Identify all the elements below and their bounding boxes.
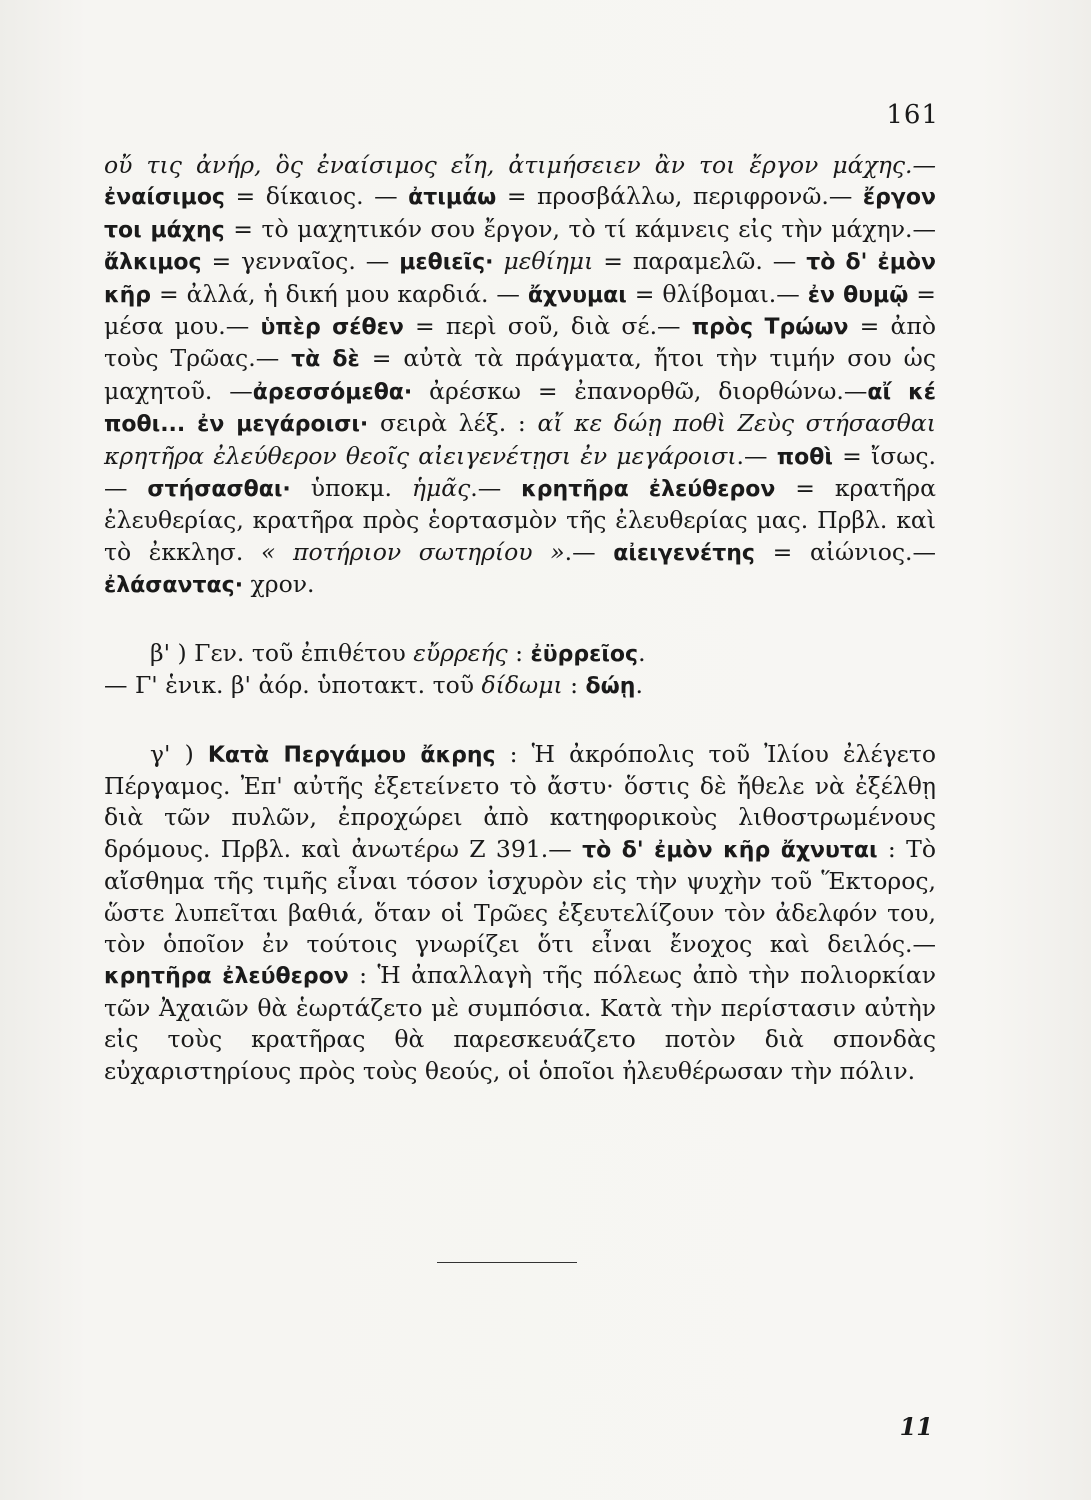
lemma-term: αἰειγενέτης bbox=[613, 540, 755, 566]
quoted-text: ἡμᾶς bbox=[411, 474, 471, 503]
lemma-term: Κατὰ Περγάμου ἄκρης bbox=[207, 742, 496, 768]
gloss-text: : bbox=[562, 671, 586, 700]
gloss-text: : Ἡ ἀκρόπολις τοῦ Ἰλίου ἐλέγετο Πέργαμος. Ἐπ' αὐτῆς ἐξετείνετο τὸ ἄστυ· ὅστις δὲ ἤθελε νὰ ἐξέλθῃ διὰ τῶν πυλῶν, ἐπροχώρει ἀπὸ κατηφορικοὺς λιθοστρωμένους δρόμους. Πρβλ. καὶ ἀνωτέρω Ζ 391.— bbox=[104, 739, 936, 863]
lemma-term: ἄχνυμαι bbox=[527, 282, 627, 308]
lemma-term: αἴ κέ ποθι... ἐν μεγάροισι· bbox=[104, 379, 936, 438]
gloss-text: = γενναῖος. — bbox=[201, 247, 400, 276]
lemma-term: ἐναίσιμος bbox=[104, 185, 225, 211]
paragraph-note-c bbox=[104, 739, 936, 1087]
lemma-term: ἄλκιμος bbox=[104, 250, 202, 276]
lemma-term: ποθὶ bbox=[776, 444, 833, 470]
lemma-term: στήσασθαι· bbox=[147, 477, 291, 503]
gloss-text: = ἴσως. — bbox=[104, 441, 936, 503]
lemma-term: τὸ δ' ἐμὸν κῆρ bbox=[104, 250, 936, 308]
gloss-text: = ἀπὸ τοὺς Τρῶας.— bbox=[104, 312, 936, 373]
gloss-text: — Γ' ἑνικ. β' ἀόρ. ὑποτακτ. τοῦ bbox=[104, 671, 482, 700]
gloss-text: : bbox=[507, 638, 531, 667]
lemma-term: ἔργον τοι μάχης bbox=[104, 185, 936, 243]
gloss-text: .— bbox=[564, 537, 614, 566]
lemma-term: τὰ δὲ bbox=[291, 347, 360, 373]
lemma-term: τὸ δ' ἐμὸν κῆρ ἄχνυται bbox=[582, 837, 878, 863]
gloss-text: σειρὰ λέξ. : bbox=[368, 409, 538, 438]
gloss-text: = ἀλλά, ἡ δική μου καρδιά. — bbox=[151, 279, 528, 308]
paragraph-note-b bbox=[104, 638, 936, 670]
footnote-divider bbox=[437, 1262, 577, 1263]
gloss-text: = δίκαιος. — bbox=[224, 182, 409, 211]
gloss-text: ὑποκμ. bbox=[290, 474, 412, 503]
gloss-text: γ' ) bbox=[150, 739, 208, 768]
lemma-term: δώῃ bbox=[585, 674, 636, 700]
quoted-text: εὔρρεής bbox=[413, 638, 508, 667]
gloss-text: = αἰώνιος.— bbox=[754, 537, 936, 566]
quoted-text: μεθίημι bbox=[503, 247, 594, 276]
page-number: 161 bbox=[886, 100, 939, 130]
lemma-term: πρὸς Τρώων bbox=[691, 315, 849, 341]
gloss-text: = κρατῆρα ἐλευθερίας, κρατῆρα πρὸς ἑορτασμὸν τῆς ἐλευθερίας μας. Πρβλ. καὶ τὸ ἐκκλησ. bbox=[104, 474, 936, 566]
paragraph-note-b-cont bbox=[104, 670, 936, 702]
gloss-text: = περὶ σοῦ, διὰ σέ.— bbox=[403, 312, 692, 341]
gloss-text: .— bbox=[470, 474, 522, 503]
gloss-text: ἀρέσκω = ἐπανορθῶ, διορθώνω.— bbox=[412, 376, 868, 405]
lemma-term: κρητῆρα ἐλεύθερον bbox=[521, 477, 776, 503]
gloss-text: = θλίβομαι.— bbox=[626, 279, 808, 308]
lemma-term: ὑπὲρ σέθεν bbox=[260, 315, 404, 341]
quoted-text: αἴ κε δώῃ ποθὶ Ζεὺς στήσασθαι κρητῆρα ἐλεύθερον θεοῖς αἰειγενέτῃσι ἐν μεγάροισι bbox=[104, 409, 936, 470]
gloss-text: = μέσα μου.— bbox=[104, 279, 936, 341]
gloss-text: = προσβάλλω, περιφρονῶ.— bbox=[496, 182, 863, 211]
gloss-text: . bbox=[638, 638, 646, 667]
gloss-text: = τὸ μαχητικόν σου ἔργον, τὸ τί κάμνεις εἰς τὴν μάχην.— bbox=[224, 214, 936, 243]
gloss-text: .— bbox=[736, 441, 777, 470]
lemma-term: μεθιεῖς· bbox=[399, 250, 494, 276]
gloss-text: = παραμελῶ. — bbox=[593, 247, 807, 276]
gloss-text: β' ) Γεν. τοῦ ἐπιθέτου bbox=[150, 638, 414, 667]
lemma-term: ἐλάσαντας· bbox=[104, 573, 244, 599]
gloss-text: : Τὸ αἴσθημα τῆς τιμῆς εἶναι τόσον ἰσχυρὸν εἰς τὴν ψυχὴν τοῦ Ἕκτορος, ὥστε λυπεῖται βαθιά, ὅταν οἱ Τρῶες ἐξευτελίζουν τὸν ἀδελφόν του, τὸν ὁποῖον ἐν τούτοις γνωρίζει ὅτι εἶναι ἔνοχος καὶ δειλός.— bbox=[104, 834, 936, 958]
gloss-text: : Ἡ ἀπαλλαγὴ τῆς πόλεως ἀπὸ τὴν πολιορκίαν τῶν Ἀχαιῶν θὰ ἑωρτάζετο μὲ συμπόσια. Κατὰ τὴν περίστασιν αὐτὴν εἰς τοὺς κρατῆρας θὰ παρεσκευάζετο ποτὸν διὰ σπονδὰς εὐχαριστηρίους πρὸς τοὺς θεούς, οἱ ὁποῖοι ἠλευθέρωσαν τὴν πόλιν. bbox=[104, 961, 936, 1085]
lemma-term: ἐν θυμῷ bbox=[807, 282, 909, 308]
signature-mark: 11 bbox=[899, 1412, 933, 1441]
lemma-term: κρητῆρα ἐλεύθερον bbox=[104, 964, 349, 990]
gloss-text bbox=[494, 247, 504, 275]
paragraph-glossary bbox=[104, 150, 936, 602]
quoted-text: δίδωμι bbox=[481, 671, 563, 700]
quoted-text: « ποτήριον σωτηρίου » bbox=[260, 537, 565, 566]
lemma-term: ἀρεσσόμεθα· bbox=[252, 379, 413, 405]
gloss-text: χρον. bbox=[243, 570, 315, 599]
lemma-term: ἐϋρρεῖος bbox=[530, 641, 639, 667]
quoted-text: οὔ τις ἀνήρ, ὃς ἐναίσιμος εἴη, ἀτιμήσειεν ἂν τοι ἔργον μάχης.— bbox=[104, 151, 936, 179]
commentary-text bbox=[104, 150, 936, 1087]
gloss-text: = αὐτὰ τὰ πράγματα, ἤτοι τὴν τιμήν σου ὡς μαχητοῦ. — bbox=[104, 344, 936, 405]
lemma-term: ἀτιμάω bbox=[408, 185, 497, 211]
gloss-text: . bbox=[635, 671, 643, 700]
